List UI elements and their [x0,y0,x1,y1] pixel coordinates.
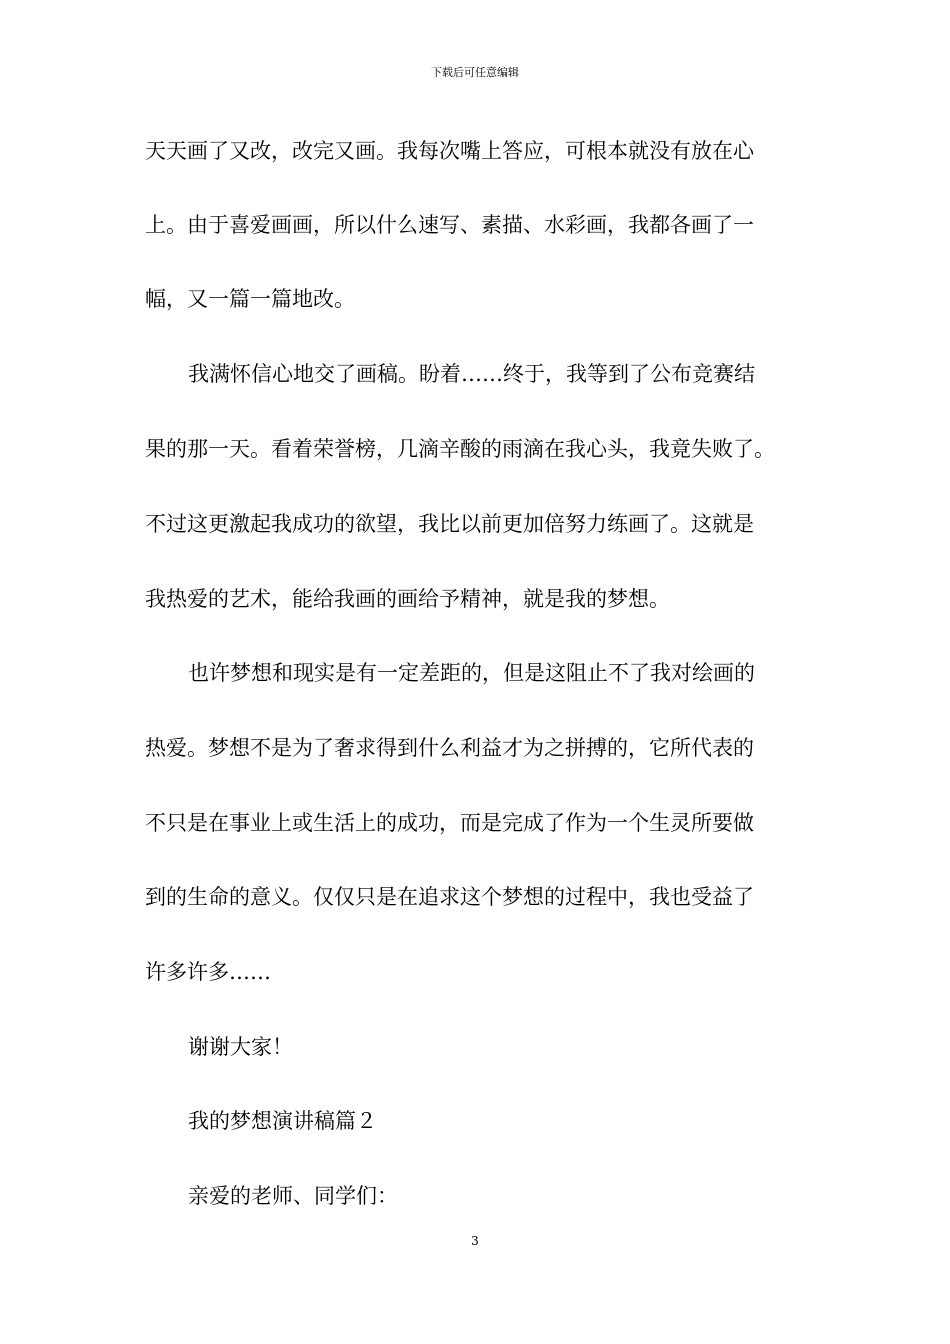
paragraph-line: 幅，又一篇一篇地改。 [145,287,355,311]
paragraph-line: 许多许多…… [145,960,271,984]
paragraph-line: 天天画了又改，改完又画。我每次嘴上答应，可根本就没有放在心 [145,139,754,163]
page-number: 3 [471,1234,479,1248]
paragraph-line: 到的生命的意义。仅仅只是在追求这个梦想的过程中，我也受益了 [145,885,754,909]
paragraph-line: 我满怀信心地交了画稿。盼着……终于，我等到了公布竞赛结 [188,362,755,386]
paragraph-line: 上。由于喜爱画画，所以什么速写、素描、水彩画，我都各画了一 [145,213,754,237]
section-title: 我的梦想演讲稿篇２ [188,1109,377,1133]
paragraph-line: 谢谢大家！ [188,1035,293,1059]
paragraph-line: 果的那一天。看着荣誉榜，几滴辛酸的雨滴在我心头，我竟失败了。 [145,437,775,461]
paragraph-line: 热爱。梦想不是为了奢求得到什么利益才为之拼搏的，它所代表的 [145,736,754,760]
paragraph-line: 也许梦想和现实是有一定差距的，但是这阻止不了我对绘画的 [188,661,755,685]
paragraph-line: 我热爱的艺术，能给我画的画给予精神，就是我的梦想。 [145,587,670,611]
paragraph-line: 不只是在事业上或生活上的成功，而是完成了作为一个生灵所要做 [145,811,754,835]
salutation: 亲爱的老师、同学们： [188,1184,398,1208]
page-header: 下载后可任意编辑 [431,66,519,79]
paragraph-line: 不过这更激起我成功的欲望，我比以前更加倍努力练画了。这就是 [145,512,754,536]
